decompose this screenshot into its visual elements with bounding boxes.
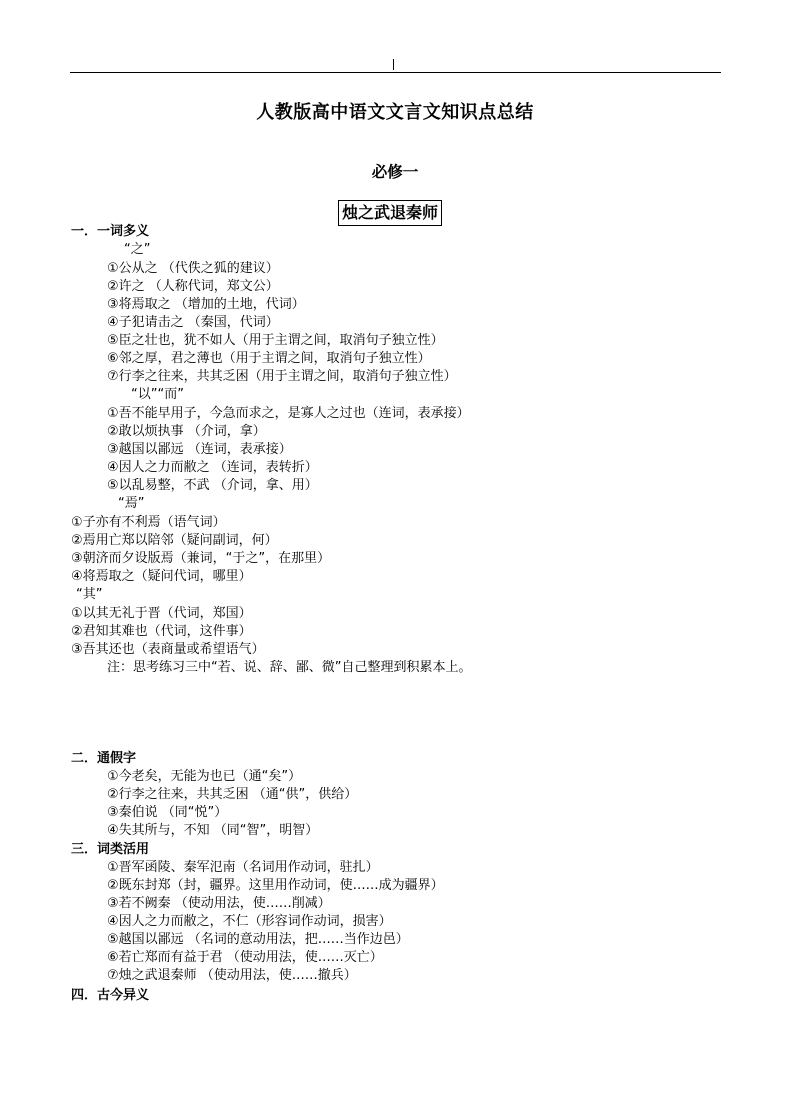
volume-heading: 必修一: [371, 163, 419, 181]
word-label-zhi: “之”: [124, 242, 151, 257]
list-item: ①吾不能早用子，今急而求之，是寡人之过也（连词，表承接）: [107, 406, 470, 421]
list-item: ②焉用亡郑以陪邻（疑问副词，何）: [71, 533, 278, 548]
list-item: ③吾其还也（表商量或希望语气）: [71, 642, 265, 657]
lesson-title: 烛之武退秦师: [338, 200, 442, 226]
list-item: ③秦伯说 （同“悦”）: [107, 805, 228, 820]
page-title: 人教版高中语文文言文知识点总结: [256, 102, 534, 123]
list-item: ④将焉取之（疑问代词，哪里）: [71, 569, 252, 584]
list-item: ②许之 （人称代词，郑文公）: [107, 279, 279, 294]
list-item: ②君知其难也（代词，这件事）: [71, 624, 252, 639]
list-item: ⑦烛之武退秦师 （使动用法，使……撤兵）: [107, 968, 357, 983]
list-item: ①公从之 （代佚之狐的建议）: [107, 261, 279, 276]
list-item: ⑥邻之厚，君之薄也（用于主谓之间，取消句子独立性）: [107, 351, 431, 366]
list-item: ④失其所与，不知 （同“智”，明智）: [107, 823, 319, 838]
list-item: ②敢以烦执事 （介词，拿）: [107, 424, 266, 439]
section-heading-4: 四．古今异义: [71, 988, 150, 1003]
word-label-yi-er: “以”“而”: [131, 387, 184, 402]
list-item: ③朝济而夕设版焉（兼词，“于之”，在那里）: [71, 551, 331, 566]
word-label-yan: “焉”: [118, 496, 145, 511]
list-item: ③若不阙秦 （使动用法，使……削减）: [107, 896, 331, 911]
list-item: ④子犯请击之 （秦国，代词）: [107, 315, 279, 330]
word-label-qi: “其”: [76, 587, 103, 602]
section-heading-2: 二．通假字: [71, 751, 137, 766]
list-item: ⑤越国以鄙远 （名词的意动用法，把……当作边邑）: [107, 932, 409, 947]
section-heading-3: 三．词类活用: [71, 842, 150, 857]
list-item: ①今老矣，无能为也已（通“矣”）: [107, 769, 302, 784]
list-item: ⑦行李之往来，共其乏困（用于主谓之间，取消句子独立性）: [107, 369, 457, 384]
section-heading-1: 一．一词多义: [71, 224, 150, 239]
list-item: ③将焉取之 （增加的土地，代词）: [107, 297, 305, 312]
header-mark: [393, 59, 394, 70]
list-item: ⑥若亡郑而有益于君 （使动用法，使……灭亡）: [107, 950, 383, 965]
header-rule: [70, 72, 721, 73]
list-item: ④因人之力而敝之 （连词，表转折）: [107, 460, 318, 475]
list-item: ①以其无礼于晋（代词，郑国）: [71, 606, 252, 621]
list-item: ⑤以乱易整，不武 （介词，拿、用）: [107, 478, 318, 493]
list-item: ③越国以鄙远 （连词，表承接）: [107, 442, 292, 457]
list-item: ②行李之往来，共其乏困 （通“供”，供给）: [107, 787, 358, 802]
list-item: ②既东封郑（封，疆界。这里用作动词，使……成为疆界）: [107, 878, 444, 893]
list-item: ④因人之力而敝之，不仁（形容词作动词，损害）: [107, 914, 392, 929]
list-item: ①子亦有不利焉（语气词）: [71, 515, 226, 530]
list-item: ①晋军函陵、秦军氾南（名词用作动词，驻扎）: [107, 860, 379, 875]
list-item: ⑤臣之壮也，犹不如人（用于主谓之间，取消句子独立性）: [107, 333, 444, 348]
note: 注：思考练习三中“若、说、辞、鄙、微”自己整理到积累本上。: [107, 660, 472, 675]
